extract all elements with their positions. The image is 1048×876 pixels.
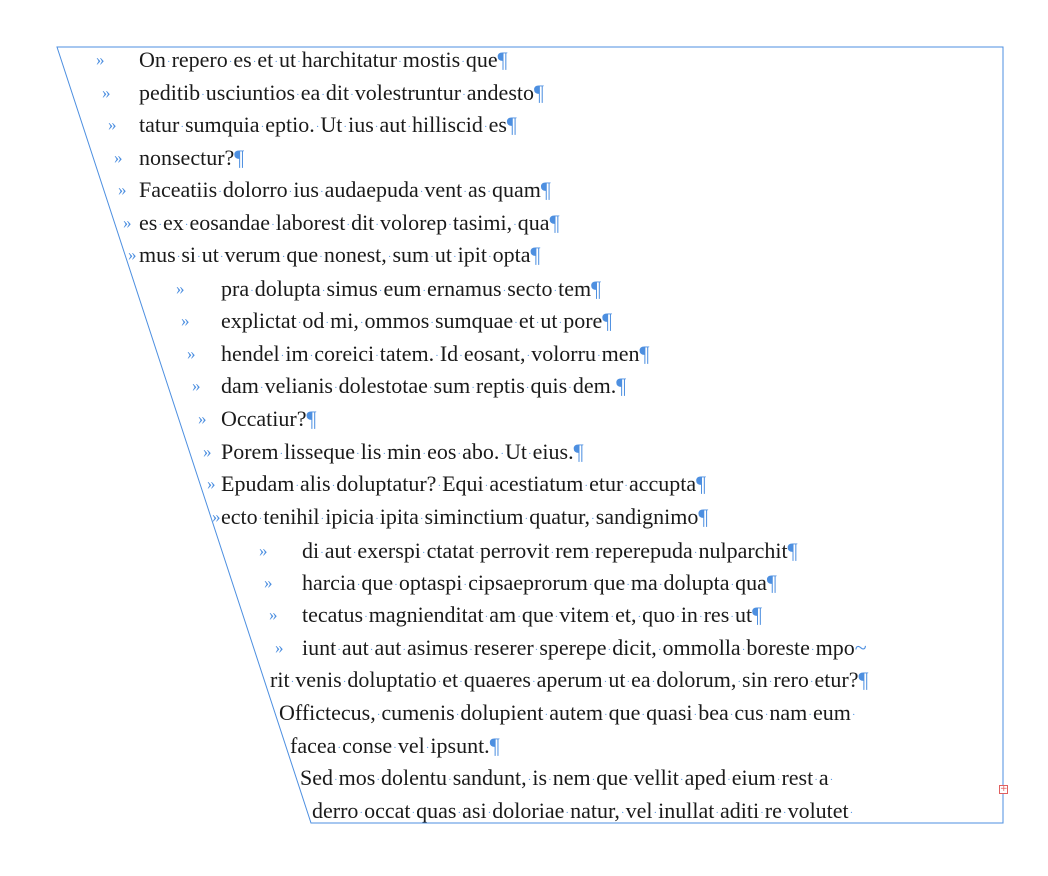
paragraph-mark: ¶ xyxy=(602,308,613,333)
space-marker: · xyxy=(260,121,265,133)
space-marker: · xyxy=(610,611,615,623)
space-marker: · xyxy=(500,448,504,460)
space-marker: · xyxy=(776,774,781,786)
line-text: Porem·lisseque·lis·min·eos·abo.·Ut·eius.¶ xyxy=(221,439,584,464)
space-marker: · xyxy=(309,350,314,362)
tab-marker: » xyxy=(123,213,132,232)
space-marker: · xyxy=(455,709,460,721)
space-marker: · xyxy=(378,285,383,297)
space-marker: · xyxy=(698,611,703,623)
space-marker: · xyxy=(810,644,815,656)
paragraph-mark: ¶ xyxy=(752,602,763,627)
line-text: peditib·usciuntios·ea·dit·volestruntur·andesto¶ xyxy=(139,80,544,105)
space-marker: · xyxy=(524,513,529,525)
space-marker: · xyxy=(343,121,348,133)
space-marker: · xyxy=(463,579,468,591)
space-marker: · xyxy=(359,807,364,819)
tab-marker: » xyxy=(187,344,196,363)
tab-marker: » xyxy=(102,83,111,102)
space-marker: · xyxy=(808,709,812,721)
text-line[interactable] xyxy=(0,697,1048,729)
space-marker: · xyxy=(730,611,734,623)
space-marker: · xyxy=(534,644,539,656)
text-line[interactable] xyxy=(0,468,1048,500)
space-marker: · xyxy=(359,317,364,329)
space-marker: · xyxy=(461,56,465,68)
tab-marker: » xyxy=(198,409,207,428)
space-marker: · xyxy=(514,317,518,329)
space-marker: · xyxy=(422,448,427,460)
text-line[interactable] xyxy=(0,44,1048,76)
space-marker: · xyxy=(829,774,834,786)
paragraph-mark: ¶ xyxy=(530,242,541,267)
overset-text-icon[interactable]: + xyxy=(1000,784,1008,794)
tab-marker: » xyxy=(192,376,201,395)
space-marker: · xyxy=(320,186,324,198)
text-line[interactable] xyxy=(0,142,1048,174)
paragraph-mark: ¶ xyxy=(616,373,627,398)
space-marker: · xyxy=(337,644,341,656)
space-marker: · xyxy=(487,807,492,819)
space-marker: · xyxy=(375,350,379,362)
space-marker: · xyxy=(737,676,742,688)
text-line[interactable] xyxy=(0,664,1048,696)
space-marker: · xyxy=(448,219,452,231)
line-text: Offictecus,·cumenis·dolupient·autem·que·quasi·bea·cus·nam·eum· xyxy=(279,700,856,725)
paragraph-mark: ¶ xyxy=(534,80,544,105)
space-marker: · xyxy=(437,480,442,492)
space-marker: · xyxy=(350,89,354,101)
space-marker: · xyxy=(356,579,361,591)
text-line[interactable] xyxy=(0,567,1048,599)
space-marker: · xyxy=(321,89,325,101)
space-marker: · xyxy=(849,807,854,819)
space-marker: · xyxy=(218,186,222,198)
space-marker: · xyxy=(484,480,489,492)
space-marker: · xyxy=(620,807,625,819)
space-marker: · xyxy=(315,121,320,133)
space-marker: · xyxy=(626,676,631,688)
space-marker: · xyxy=(715,807,720,819)
space-marker: · xyxy=(435,350,439,362)
space-marker: · xyxy=(760,807,764,819)
space-marker: · xyxy=(250,285,254,297)
paragraph-mark: ¶ xyxy=(787,538,798,563)
space-marker: · xyxy=(158,219,162,231)
text-line[interactable] xyxy=(0,174,1048,206)
space-marker: · xyxy=(607,644,612,656)
paragraph-mark: ¶ xyxy=(506,112,517,137)
space-marker: · xyxy=(469,644,473,656)
text-line[interactable] xyxy=(0,762,1048,794)
space-marker: · xyxy=(526,350,531,362)
space-marker: · xyxy=(166,56,171,68)
space-marker: · xyxy=(382,448,387,460)
tab-marker: » xyxy=(176,279,185,298)
line-text: pra·dolupta·simus·eum·ernamus·secto·tem¶ xyxy=(221,276,602,301)
space-marker: · xyxy=(334,382,338,394)
text-line[interactable] xyxy=(0,338,1048,370)
space-marker: · xyxy=(487,186,491,198)
space-marker: · xyxy=(658,579,663,591)
line-text: di·aut·exerspi·ctatat·perrovit·rem·reperepuda·nulparchit¶ xyxy=(302,538,798,563)
line-text: Occatiur?¶ xyxy=(221,406,317,431)
text-line[interactable] xyxy=(0,370,1048,402)
space-marker: · xyxy=(281,251,286,263)
space-marker: · xyxy=(535,317,540,329)
paragraph-mark: ¶ xyxy=(639,341,650,366)
space-marker: · xyxy=(176,251,181,263)
space-marker: · xyxy=(565,807,570,819)
tab-marker: » xyxy=(108,115,117,134)
space-marker: · xyxy=(637,611,642,623)
space-marker: · xyxy=(419,513,424,525)
space-marker: · xyxy=(288,186,293,198)
space-marker: · xyxy=(375,513,379,525)
tab-marker: » xyxy=(259,541,268,560)
space-marker: · xyxy=(374,121,379,133)
space-marker: · xyxy=(425,742,430,754)
line-text: derro·occat·quas·asi·doloriae·natur,·vel·inullat·aditi·re·volutet· xyxy=(312,798,854,823)
space-marker: · xyxy=(430,317,434,329)
space-marker: · xyxy=(487,251,492,263)
space-marker: · xyxy=(297,317,302,329)
line-text: mus·si·ut·verum·que·nonest,·sum·ut·ipit·opta¶ xyxy=(139,242,541,267)
space-marker: · xyxy=(197,251,201,263)
space-marker: · xyxy=(421,547,426,559)
line-text: hendel·im·coreici·tatem.·Id·eosant,·volorru·men¶ xyxy=(221,341,650,366)
paragraph-mark: ¶ xyxy=(306,406,317,431)
line-text: tecatus·magnienditat·am·que·vitem·et,·quo·in·res·ut¶ xyxy=(302,602,763,627)
text-line[interactable] xyxy=(0,305,1048,337)
line-text: Epudam·alis·doluptatur?·Equi·acestiatum·etur·accupta¶ xyxy=(221,471,707,496)
paragraph-mark: ¶ xyxy=(549,210,560,235)
text-line[interactable] xyxy=(0,795,1048,827)
space-marker: · xyxy=(394,579,398,591)
space-marker: · xyxy=(532,676,536,688)
tab-marker: » xyxy=(264,573,273,592)
space-marker: · xyxy=(448,774,452,786)
text-line[interactable] xyxy=(0,599,1048,631)
tab-marker: » xyxy=(114,148,123,167)
space-marker: · xyxy=(320,547,324,559)
space-marker: · xyxy=(513,219,517,231)
paragraph-mark: ¶ xyxy=(766,570,777,595)
space-marker: · xyxy=(730,579,735,591)
tab-marker: » xyxy=(128,245,137,264)
line-text: dam·velianis·dolestotae·sum·reptis·quis·dem.¶ xyxy=(221,373,627,398)
space-marker: · xyxy=(727,774,731,786)
space-marker: · xyxy=(356,448,360,460)
space-marker: · xyxy=(376,774,381,786)
space-marker: · xyxy=(457,448,462,460)
paragraph-mark: ¶ xyxy=(591,276,602,301)
space-marker: · xyxy=(568,382,572,394)
space-marker: · xyxy=(588,579,593,591)
space-marker: · xyxy=(459,676,463,688)
space-marker: · xyxy=(407,121,411,133)
space-marker: · xyxy=(342,676,347,688)
space-marker: · xyxy=(462,89,466,101)
line-text: harcia·que·optaspi·cipsaeprorum·que·ma·dolupta·qua¶ xyxy=(302,570,777,595)
space-marker: · xyxy=(548,774,552,786)
space-marker: · xyxy=(297,56,301,68)
text-line[interactable] xyxy=(0,436,1048,468)
space-marker: · xyxy=(459,350,463,362)
space-marker: · xyxy=(219,251,224,263)
paragraph-mark: ¶ xyxy=(497,47,508,72)
space-marker: · xyxy=(228,56,233,68)
space-marker: · xyxy=(321,285,326,297)
space-marker: · xyxy=(452,251,457,263)
space-marker: · xyxy=(624,480,628,492)
space-marker: · xyxy=(387,251,392,263)
space-marker: · xyxy=(729,709,734,721)
tab-marker: » xyxy=(118,180,127,199)
space-marker: · xyxy=(484,611,489,623)
space-marker: · xyxy=(483,121,488,133)
space-marker: · xyxy=(544,709,549,721)
space-marker: · xyxy=(641,709,646,721)
space-marker: · xyxy=(554,611,559,623)
space-marker: · xyxy=(550,547,555,559)
space-marker: · xyxy=(782,807,787,819)
space-marker: · xyxy=(768,676,773,688)
space-marker: · xyxy=(471,382,475,394)
space-marker: · xyxy=(693,547,698,559)
text-line[interactable] xyxy=(0,77,1048,109)
space-marker: · xyxy=(693,709,698,721)
text-line[interactable] xyxy=(0,273,1048,305)
space-marker: · xyxy=(422,285,427,297)
space-marker: · xyxy=(398,56,402,68)
space-marker: · xyxy=(280,350,285,362)
space-marker: · xyxy=(419,186,424,198)
space-marker: · xyxy=(331,480,336,492)
space-marker: · xyxy=(679,774,684,786)
line-text: iunt·aut·aut·asimus·reserer·sperepe·dicit,·ommolla·boreste·mpo~ xyxy=(302,635,867,660)
space-marker: · xyxy=(184,219,189,231)
space-marker: · xyxy=(320,513,325,525)
text-line[interactable] xyxy=(0,403,1048,435)
tab-marker: » xyxy=(275,638,284,657)
line-text: tatur·sumquia·eptio.·Ut·ius·aut·hilliscid·es¶ xyxy=(139,112,517,137)
tab-marker: » xyxy=(203,442,212,461)
paragraph-mark: ¶ xyxy=(540,177,551,202)
paragraph-mark: ¶ xyxy=(858,667,869,692)
space-marker: · xyxy=(657,644,662,656)
space-marker: · xyxy=(558,317,563,329)
space-marker: · xyxy=(290,676,295,688)
tab-marker: » xyxy=(212,507,221,526)
space-marker: · xyxy=(527,774,532,786)
line-text: es·ex·eosandae·laborest·dit·volorep·tasimi,·qua¶ xyxy=(139,210,560,235)
text-line[interactable] xyxy=(0,239,1048,271)
space-marker: · xyxy=(603,676,608,688)
space-marker: · xyxy=(334,774,338,786)
space-marker: · xyxy=(584,480,589,492)
tab-marker: » xyxy=(269,605,278,624)
space-marker: · xyxy=(764,709,769,721)
space-marker: · xyxy=(851,709,856,721)
space-marker: · xyxy=(603,709,608,721)
text-line[interactable] xyxy=(0,109,1048,141)
paragraph-mark: ¶ xyxy=(573,439,584,464)
space-marker: · xyxy=(252,56,257,68)
paragraph-mark: ¶ xyxy=(698,504,709,529)
space-marker: · xyxy=(325,317,330,329)
space-marker: · xyxy=(809,676,814,688)
space-marker: · xyxy=(402,644,407,656)
line-text: On·repero·es·et·ut·harchitatur·mostis·que¶ xyxy=(139,47,508,72)
space-marker: · xyxy=(180,121,184,133)
space-marker: · xyxy=(528,448,532,460)
tab-marker: » xyxy=(96,50,105,69)
text-line[interactable] xyxy=(0,730,1048,762)
line-text: facea·conse·vel·ipsunt.¶ xyxy=(290,733,500,758)
space-marker: · xyxy=(591,513,595,525)
space-marker: · xyxy=(375,219,379,231)
paragraph-mark: ¶ xyxy=(234,145,245,170)
space-marker: · xyxy=(271,219,275,231)
space-marker: · xyxy=(651,676,656,688)
space-marker: · xyxy=(676,611,680,623)
space-marker: · xyxy=(463,186,467,198)
space-marker: · xyxy=(346,219,351,231)
space-marker: · xyxy=(337,742,342,754)
space-marker: · xyxy=(553,285,558,297)
space-marker: · xyxy=(653,807,658,819)
line-text: explictat·od·mi,·ommos·sumquae·et·ut·pore¶ xyxy=(221,308,613,333)
space-marker: · xyxy=(201,89,205,101)
text-line[interactable] xyxy=(0,535,1048,567)
discretionary-hyphen-mark: ~ xyxy=(854,635,867,660)
space-marker: · xyxy=(629,774,633,786)
tab-marker: » xyxy=(181,311,190,330)
space-marker: · xyxy=(517,611,521,623)
space-marker: · xyxy=(741,644,746,656)
space-marker: · xyxy=(591,774,596,786)
space-marker: · xyxy=(475,547,479,559)
line-text: Faceatiis·dolorro·ius·audaepuda·vent·as·quam¶ xyxy=(139,177,551,202)
space-marker: · xyxy=(457,807,462,819)
space-marker: · xyxy=(437,676,442,688)
space-marker: · xyxy=(258,513,263,525)
space-marker: · xyxy=(411,807,416,819)
space-marker: · xyxy=(596,350,601,362)
space-marker: · xyxy=(319,251,323,263)
space-marker: · xyxy=(376,709,381,721)
space-marker: · xyxy=(525,382,530,394)
space-marker: · xyxy=(590,547,595,559)
space-marker: · xyxy=(296,89,300,101)
space-marker: · xyxy=(430,251,434,263)
space-marker: · xyxy=(502,285,507,297)
space-marker: · xyxy=(364,611,368,623)
paragraph-mark: ¶ xyxy=(489,733,500,758)
space-marker: · xyxy=(393,742,397,754)
space-marker: · xyxy=(274,56,278,68)
line-text: Sed·mos·dolentu·sandunt,·is·nem·que·vellit·aped·eium·rest·a· xyxy=(300,765,834,790)
line-text: rit·venis·doluptatio·et·quaeres·aperum·ut·ea·dolorum,·sin·rero·etur?¶ xyxy=(270,667,869,692)
paragraph-mark: ¶ xyxy=(696,471,707,496)
space-marker: · xyxy=(626,579,630,591)
space-marker: · xyxy=(428,382,433,394)
line-text: ecto·tenihil·ipicia·ipita·siminctium·quatur,·sandignimo¶ xyxy=(221,504,709,529)
tab-marker: » xyxy=(207,474,216,493)
space-marker: · xyxy=(352,547,357,559)
space-marker: · xyxy=(279,448,284,460)
line-text: nonsectur?¶ xyxy=(139,145,245,170)
text-line[interactable] xyxy=(0,632,1048,664)
text-line[interactable] xyxy=(0,207,1048,239)
text-line[interactable] xyxy=(0,501,1048,533)
space-marker: · xyxy=(369,644,374,656)
space-marker: · xyxy=(259,382,264,394)
space-marker: · xyxy=(814,774,818,786)
space-marker: · xyxy=(295,480,299,492)
